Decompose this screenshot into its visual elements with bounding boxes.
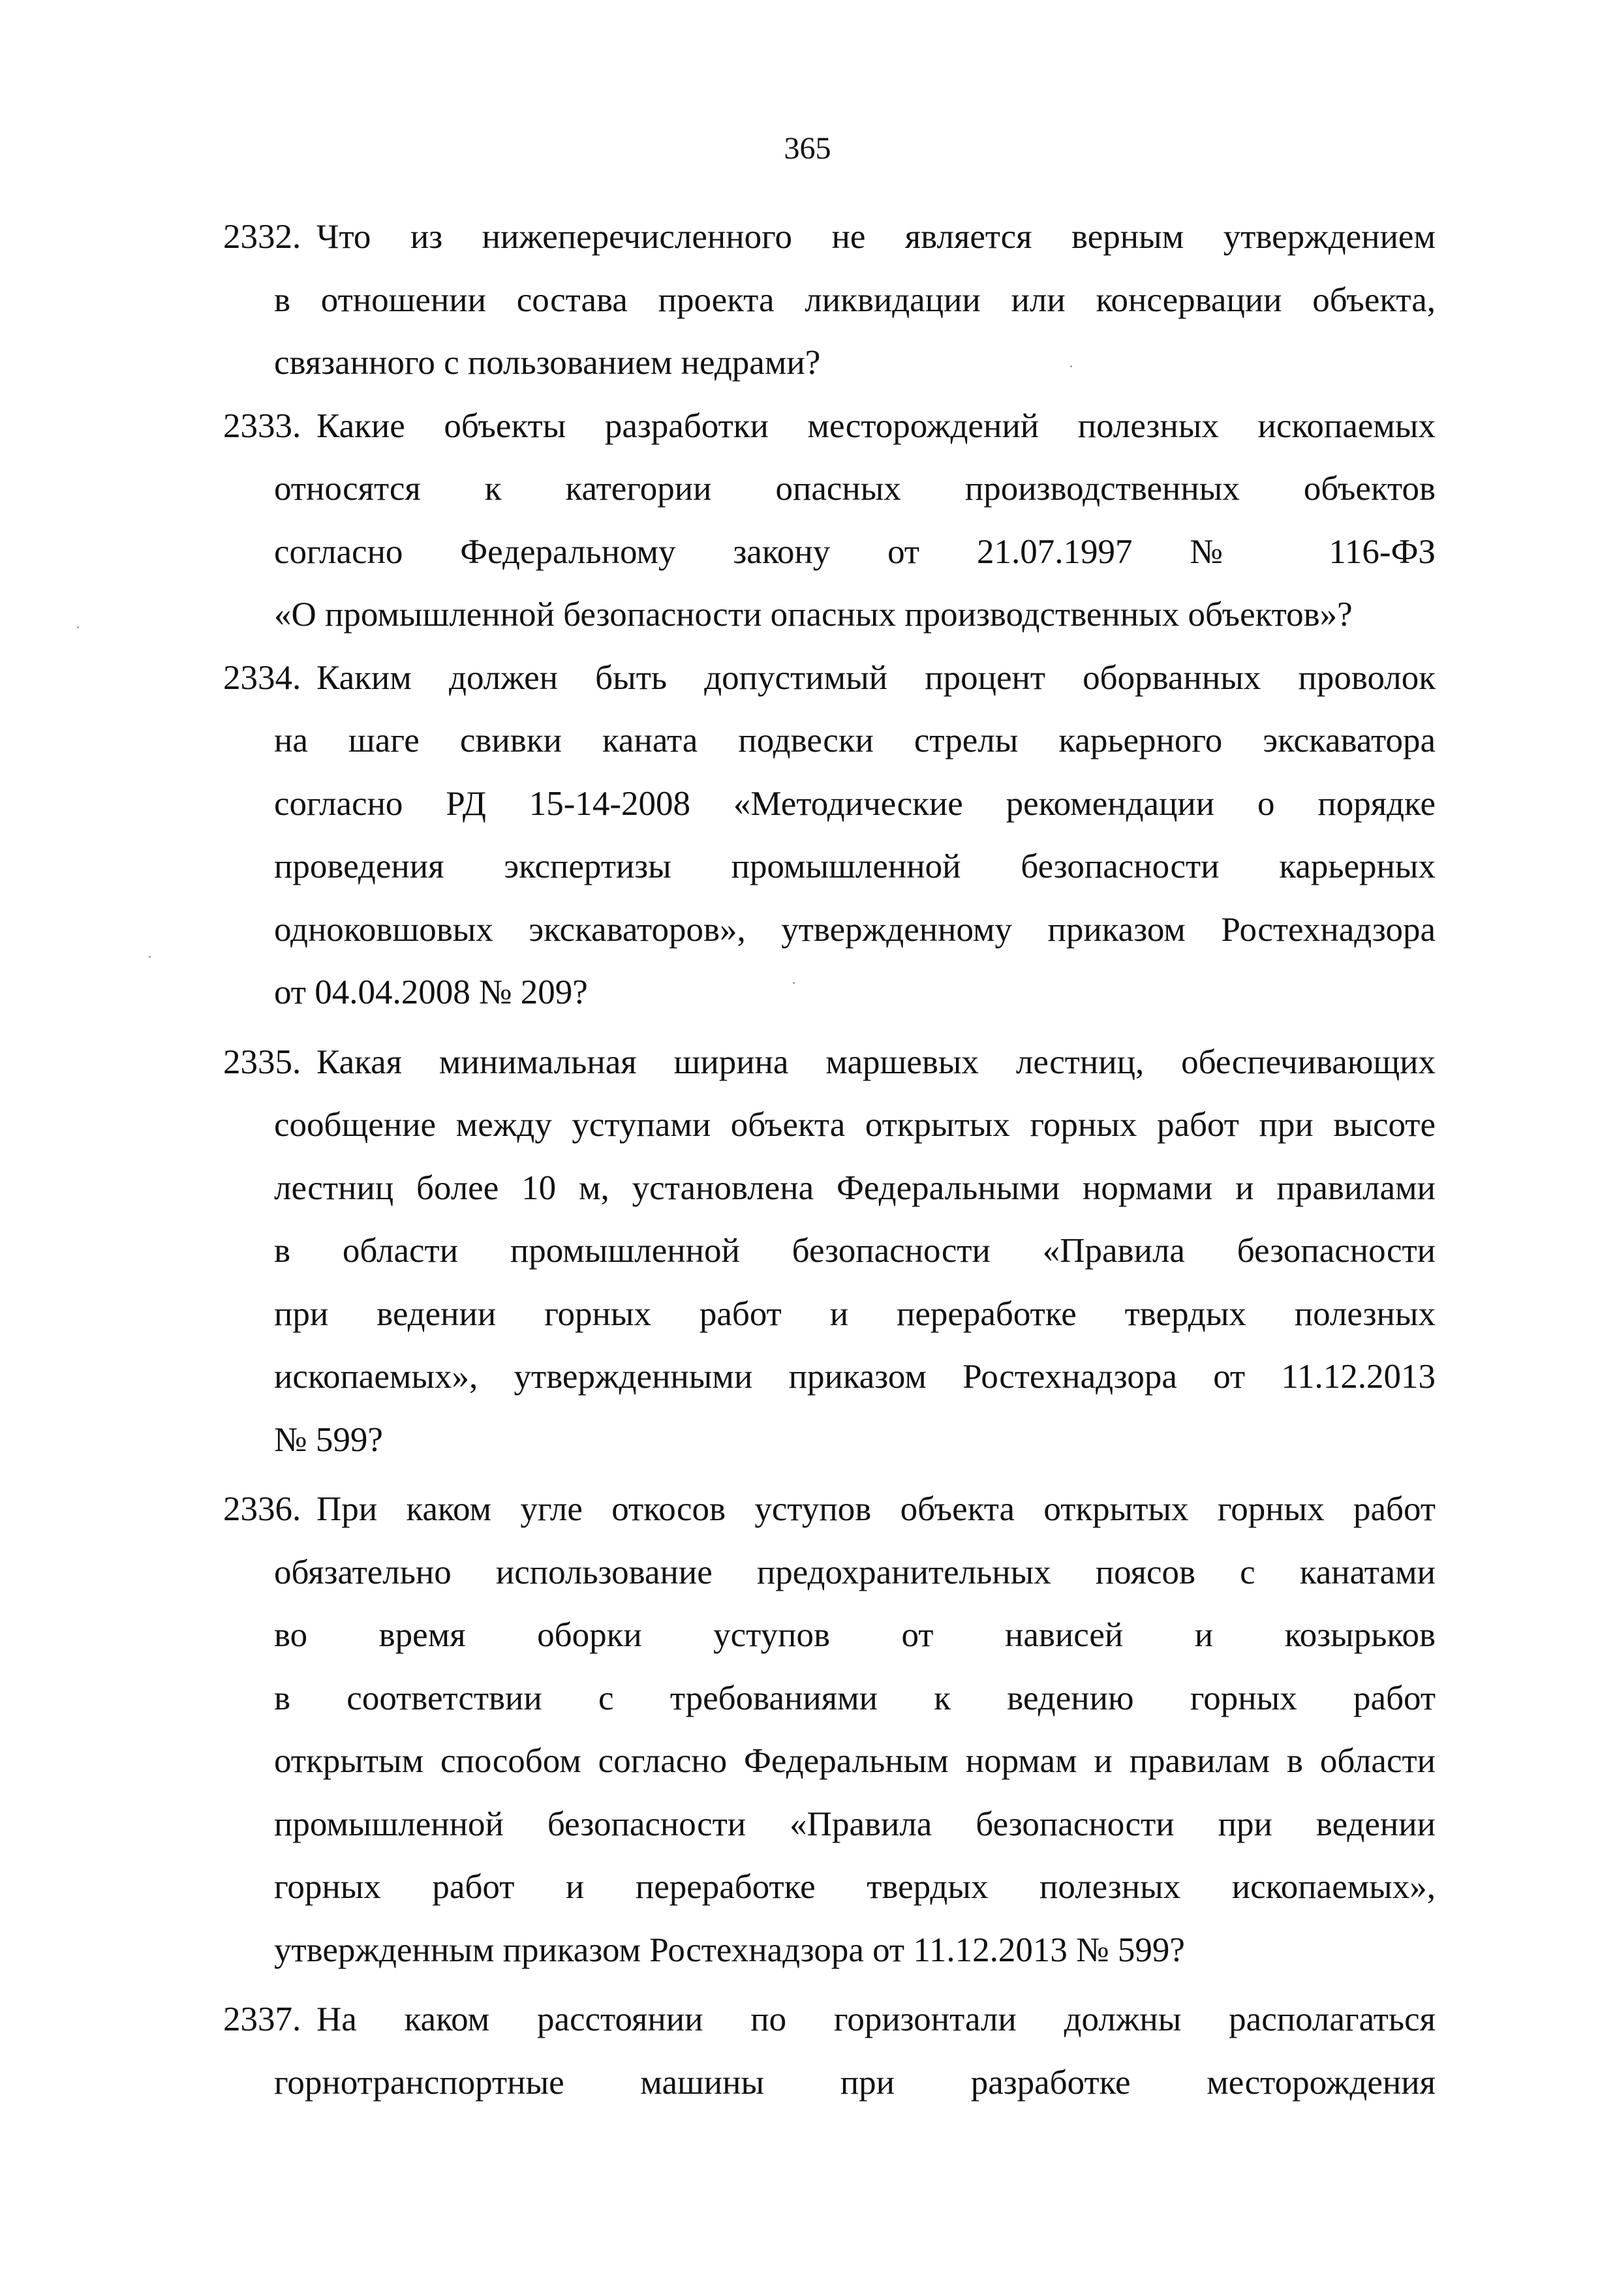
question-number: 2336. xyxy=(223,1490,301,1528)
scan-speck xyxy=(149,956,151,958)
question-line: относятся к категории опасных производственных объектов xyxy=(274,470,1436,508)
question-list xyxy=(223,206,1436,2114)
question-line: На каком расстоянии по горизонтали должны располагаться xyxy=(316,2000,1436,2038)
question-line: горных работ и переработке твердых полезных ископаемых», xyxy=(274,1868,1436,1906)
question-line: в области промышленной безопасности «Правила безопасности xyxy=(274,1232,1436,1270)
scan-speck xyxy=(1070,365,1072,367)
scan-speck xyxy=(77,626,79,628)
question-line: сообщение между уступами объекта открытых горных работ при высоте xyxy=(274,1106,1436,1144)
question-line: от 04.04.2008 № 209? xyxy=(274,973,588,1011)
question-line: Какая минимальная ширина маршевых лестниц, обеспечивающих xyxy=(316,1043,1436,1081)
question-number: 2337. xyxy=(223,2000,301,2038)
question-2333 xyxy=(223,395,1436,647)
question-line: Какие объекты разработки месторождений полезных ископаемых xyxy=(316,406,1436,445)
question-line: «О промышленной безопасности опасных производственных объектов»? xyxy=(274,596,1353,634)
question-line: утвержденным приказом Ростехнадзора от 11.12.2013 № 599? xyxy=(274,1931,1185,1969)
question-number: 2333. xyxy=(223,406,301,445)
question-line: ископаемых», утвержденными приказом Ростехнадзора от 11.12.2013 xyxy=(274,1358,1436,1396)
question-number: 2334. xyxy=(223,658,301,697)
question-line: Что из нижеперечисленного не является верным утверждением xyxy=(316,218,1436,256)
question-line: При каком угле откосов уступов объекта открытых горных работ xyxy=(316,1490,1436,1528)
question-line: одноковшовых экскаваторов», утвержденному приказом Ростехнадзора xyxy=(274,910,1436,949)
page-number: 365 xyxy=(784,131,831,166)
question-line: № 599? xyxy=(274,1420,383,1459)
question-line: горнотранспортные машины при разработке месторождения xyxy=(274,2063,1436,2102)
question-line: во время оборки уступов от нависей и козырьков xyxy=(274,1616,1436,1654)
question-line: в отношении состава проекта ликвидации или консервации объекта, xyxy=(274,281,1436,319)
question-line: на шаге свивки каната подвески стрелы карьерного экскаватора xyxy=(274,722,1436,759)
question-2337 xyxy=(223,1988,1436,2114)
question-line: лестниц более 10 м, установлена Федеральными нормами и правилами xyxy=(274,1169,1436,1207)
question-line: обязательно использование предохранительных поясов с канатами xyxy=(274,1553,1436,1591)
question-2334 xyxy=(223,647,1436,1024)
question-line: при ведении горных работ и переработке твердых полезных xyxy=(274,1294,1436,1333)
question-line: согласно Федеральному закону от 21.07.1997 № 116-ФЗ xyxy=(274,532,1436,571)
question-2336 xyxy=(223,1478,1436,1982)
scan-speck xyxy=(793,982,795,984)
question-number: 2335. xyxy=(223,1043,301,1081)
question-line: промышленной безопасности «Правила безопасности при ведении xyxy=(274,1805,1436,1843)
question-line: связанного с пользованием недрами? xyxy=(274,344,821,382)
question-number: 2332. xyxy=(223,218,301,256)
question-line: открытым способом согласно Федеральным нормам и правилам в области xyxy=(274,1742,1436,1780)
question-line: проведения экспертизы промышленной безопасности карьерных xyxy=(274,848,1436,885)
question-line: согласно РД 15-14-2008 «Методические рекомендации о порядке xyxy=(274,784,1436,823)
question-line: Каким должен быть допустимый процент оборванных проволок xyxy=(316,658,1436,697)
question-line: в соответствии с требованиями к ведению горных работ xyxy=(274,1679,1436,1717)
question-2332 xyxy=(223,206,1436,395)
question-2335 xyxy=(223,1031,1436,1472)
